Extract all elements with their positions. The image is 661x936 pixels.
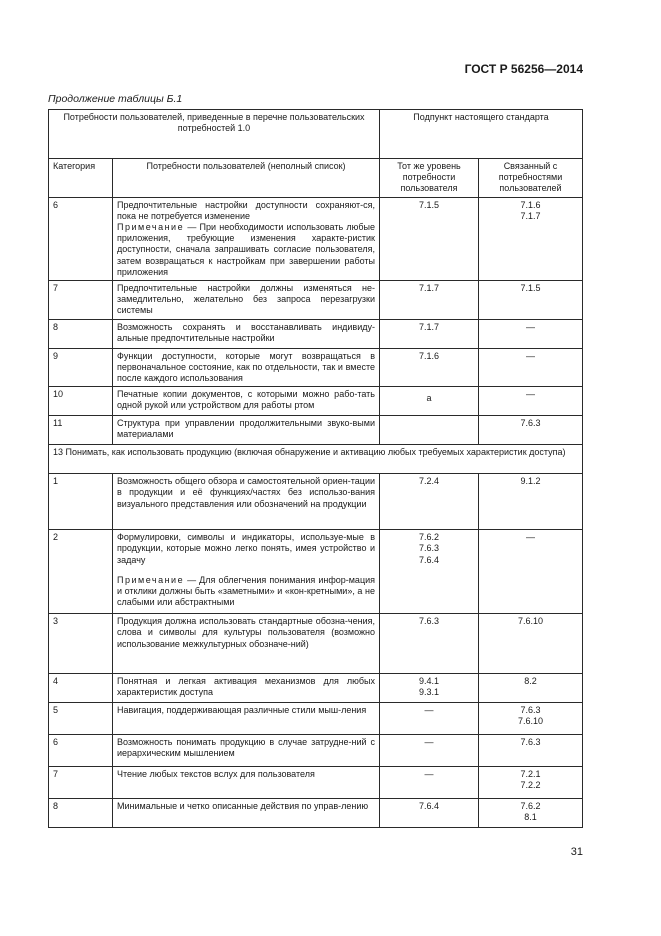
- table-header-row-columns: [49, 159, 583, 198]
- related-cell: [479, 197, 583, 280]
- same-level-ref: 7.6.2: [418, 532, 440, 543]
- related-cell: [479, 348, 583, 387]
- note-text: — Для облегчения понимания инфор-мация и отклики должны быть «заметными» и «кон-кретными», а не слабыми или абстрактными: [117, 574, 375, 608]
- related-ref: 8.1: [524, 812, 537, 823]
- related-ref: 7.1.6: [520, 199, 541, 210]
- need-text: Предпочтительные настройки должны изменяться не-замедлительно, желательно без запроса перезагрузки системы: [117, 283, 375, 316]
- category-number: 10: [53, 389, 64, 400]
- category-number: 8: [53, 321, 59, 332]
- category-cell: [49, 799, 113, 828]
- same-level-ref: 9.3.1: [418, 687, 440, 698]
- needs-text-cell: [113, 530, 380, 614]
- page-number: 31: [570, 846, 583, 858]
- same-level-ref: —: [424, 737, 434, 748]
- category-cell: [49, 674, 113, 703]
- same-level-cell: [380, 614, 479, 674]
- category-number: 2: [53, 532, 59, 543]
- table-row: [49, 530, 583, 614]
- table-row: [49, 735, 583, 767]
- same-level-ref: 7.6.4: [418, 554, 440, 565]
- related-ref: 7.6.3: [520, 418, 541, 429]
- category-number: 6: [53, 199, 59, 210]
- needs-text-cell: [113, 703, 380, 735]
- same-level-cell: [380, 416, 479, 445]
- category-cell: [49, 474, 113, 530]
- category-cell: [49, 767, 113, 799]
- needs-text-cell: [113, 348, 380, 387]
- same-level-cell: [380, 281, 479, 320]
- requirements-table-body: [49, 110, 583, 828]
- needs-text-cell: [113, 281, 380, 320]
- need-text: Предпочтительные настройки доступности сохраняют-ся, пока не потребуется изменение: [117, 199, 375, 221]
- related-cell: [479, 474, 583, 530]
- note-label: Примечание: [117, 222, 185, 233]
- same-level-cell: [380, 530, 479, 614]
- same-level-cell: [380, 674, 479, 703]
- needs-text-cell: [113, 614, 380, 674]
- need-text: Минимальные и четко описанные действия по управ-лению: [117, 801, 369, 812]
- related-cell: [479, 281, 583, 320]
- related-cell: [479, 387, 583, 416]
- related-ref: —: [526, 321, 535, 332]
- table-row: [49, 767, 583, 799]
- same-level-cell: [380, 197, 479, 280]
- table-row: [49, 614, 583, 674]
- needs-text-cell: [113, 387, 380, 416]
- same-level-ref: a: [426, 393, 432, 404]
- table-row: [49, 319, 583, 348]
- same-level-cell: [380, 387, 479, 416]
- related-cell: [479, 416, 583, 445]
- category-number: 8: [53, 801, 59, 812]
- category-number: 6: [53, 737, 59, 748]
- category-number: 1: [53, 476, 59, 487]
- same-level-ref: 7.1.7: [418, 283, 440, 294]
- category-cell: [49, 703, 113, 735]
- related-cell: [479, 799, 583, 828]
- need-text: Функции доступности, которые могут возвращаться в первоначальное состояние, как по отдельности, так и вместе после каждого использования: [117, 350, 375, 384]
- needs-text-cell: [113, 767, 380, 799]
- needs-text-cell: [113, 735, 380, 767]
- related-ref: 7.2.2: [520, 780, 541, 791]
- needs-text-cell: [113, 416, 380, 445]
- same-level-ref: 9.4.1: [418, 676, 440, 687]
- need-text: Продукция должна использовать стандартные обозна-чения, слова и символы для культуры пользователя (возможно использование межкультурных обозначе-ний): [117, 616, 375, 649]
- need-text: Структура при управлении продолжительными звуко-выми материалами: [117, 418, 375, 440]
- column-header-needs-partial: Потребности пользователей (неполный список): [113, 159, 380, 198]
- needs-text-cell: [113, 799, 380, 828]
- table-row: [49, 703, 583, 735]
- column-header-category: Категория: [49, 159, 113, 198]
- need-text: Формулировки, символы и индикаторы, используе-мые в продукции, которые можно легко понять, имея устройство и задачу: [117, 532, 375, 565]
- column-header-same-level: Тот же уровень потребности пользователя: [380, 159, 479, 198]
- category-cell: [49, 735, 113, 767]
- same-level-ref: —: [424, 769, 434, 780]
- table-row: [49, 674, 583, 703]
- related-cell: [479, 767, 583, 799]
- note-label: Примечание: [117, 574, 185, 585]
- need-text: Понятная и легкая активация механизмов для любых характеристик доступа: [117, 676, 375, 698]
- related-ref: 9.1.2: [520, 476, 541, 487]
- section-row: [49, 445, 583, 474]
- category-cell: [49, 387, 113, 416]
- table-continuation-caption: Продолжение таблицы Б.1: [48, 93, 183, 105]
- related-ref: 7.1.5: [520, 283, 541, 294]
- related-cell: [479, 674, 583, 703]
- category-cell: [49, 348, 113, 387]
- category-number: 4: [53, 676, 59, 687]
- related-cell: [479, 319, 583, 348]
- same-level-ref: 7.1.6: [418, 350, 440, 361]
- requirements-table: [48, 109, 583, 828]
- need-text: Печатные копии документов, с которыми можно рабо-тать одной рукой или устройством для работы ртом: [117, 389, 375, 411]
- same-level-ref: 7.6.4: [418, 801, 440, 812]
- same-level-cell: [380, 319, 479, 348]
- needs-text-cell: [113, 197, 380, 280]
- document-id: ГОСТ Р 56256—2014: [464, 62, 583, 76]
- same-level-cell: [380, 703, 479, 735]
- related-cell: [479, 530, 583, 614]
- table-row: [49, 197, 583, 280]
- related-cell: [479, 703, 583, 735]
- table-row: [49, 799, 583, 828]
- section-heading-cell: [49, 445, 583, 474]
- category-number: 11: [53, 418, 63, 429]
- column-header-subclause-group: Подпункт настоящего стандарта: [380, 110, 583, 159]
- table-row: [49, 387, 583, 416]
- need-text: Навигация, поддерживающая различные стили мыш-ления: [117, 705, 367, 716]
- related-ref: 8.2: [524, 676, 537, 687]
- related-ref: 7.2.1: [520, 769, 541, 780]
- related-ref: 7.6.2: [520, 801, 541, 812]
- related-cell: [479, 735, 583, 767]
- related-ref: —: [526, 389, 535, 400]
- category-number: 5: [53, 705, 59, 716]
- column-header-needs-group: Потребности пользователей, приведенные в перечне пользовательских потребностей 1.0: [49, 110, 380, 159]
- same-level-ref: 7.6.3: [418, 616, 440, 627]
- category-number: 7: [53, 283, 59, 294]
- related-ref: 7.6.10: [517, 716, 544, 727]
- needs-text-cell: [113, 674, 380, 703]
- related-ref: 7.6.3: [520, 737, 541, 748]
- related-ref: 7.1.7: [520, 210, 541, 221]
- same-level-cell: [380, 474, 479, 530]
- table-row: [49, 474, 583, 530]
- related-cell: [479, 614, 583, 674]
- need-text: Возможность понимать продукцию в случае затрудне-ний с иерархическим мышлением: [117, 737, 375, 759]
- category-cell: [49, 530, 113, 614]
- category-cell: [49, 281, 113, 320]
- table-row: [49, 416, 583, 445]
- column-header-related: Связанный с потребностями пользователей: [479, 159, 583, 198]
- need-text: Возможность сохранять и восстанавливать индивиду-альные предпочтительные настройки: [117, 321, 375, 343]
- same-level-ref: 7.2.4: [418, 476, 440, 487]
- same-level-cell: [380, 735, 479, 767]
- note-text: — При необходимости использовать любые приложения, требующие изменения характе-ристик доступности, сначала запрашивать согласие пользователя, затем возвращаться к настройкам при завершении работы приложения: [117, 222, 375, 277]
- related-ref: 7.6.10: [517, 616, 544, 627]
- related-ref: —: [526, 532, 535, 543]
- needs-text-cell: [113, 474, 380, 530]
- same-level-cell: [380, 767, 479, 799]
- need-text: Возможность общего обзора и самостоятельной ориен-тации в продукции и её функциях/частях без использо-вания визуального представления или обозначений на продукции: [117, 476, 375, 509]
- related-ref: —: [526, 350, 535, 361]
- category-number: 7: [53, 769, 59, 780]
- table-row: [49, 348, 583, 387]
- same-level-ref: 7.1.5: [418, 199, 440, 210]
- same-level-ref: 7.6.3: [418, 543, 440, 554]
- related-ref: 7.6.3: [520, 705, 541, 716]
- same-level-cell: [380, 799, 479, 828]
- same-level-ref: —: [424, 705, 434, 716]
- table-header-row-group: [49, 110, 583, 159]
- same-level-ref: 7.1.7: [418, 321, 440, 332]
- needs-text-cell: [113, 319, 380, 348]
- category-number: 9: [53, 350, 59, 361]
- same-level-cell: [380, 348, 479, 387]
- category-cell: [49, 614, 113, 674]
- category-number: 3: [53, 616, 59, 627]
- section-heading-text: 13 Понимать, как использовать продукцию (включая обнаружение и активацию любых требуемых характеристик доступа): [53, 447, 566, 458]
- need-text: Чтение любых текстов вслух для пользователя: [117, 769, 315, 780]
- category-cell: [49, 197, 113, 280]
- category-cell: [49, 319, 113, 348]
- category-cell: [49, 416, 113, 445]
- table-row: [49, 281, 583, 320]
